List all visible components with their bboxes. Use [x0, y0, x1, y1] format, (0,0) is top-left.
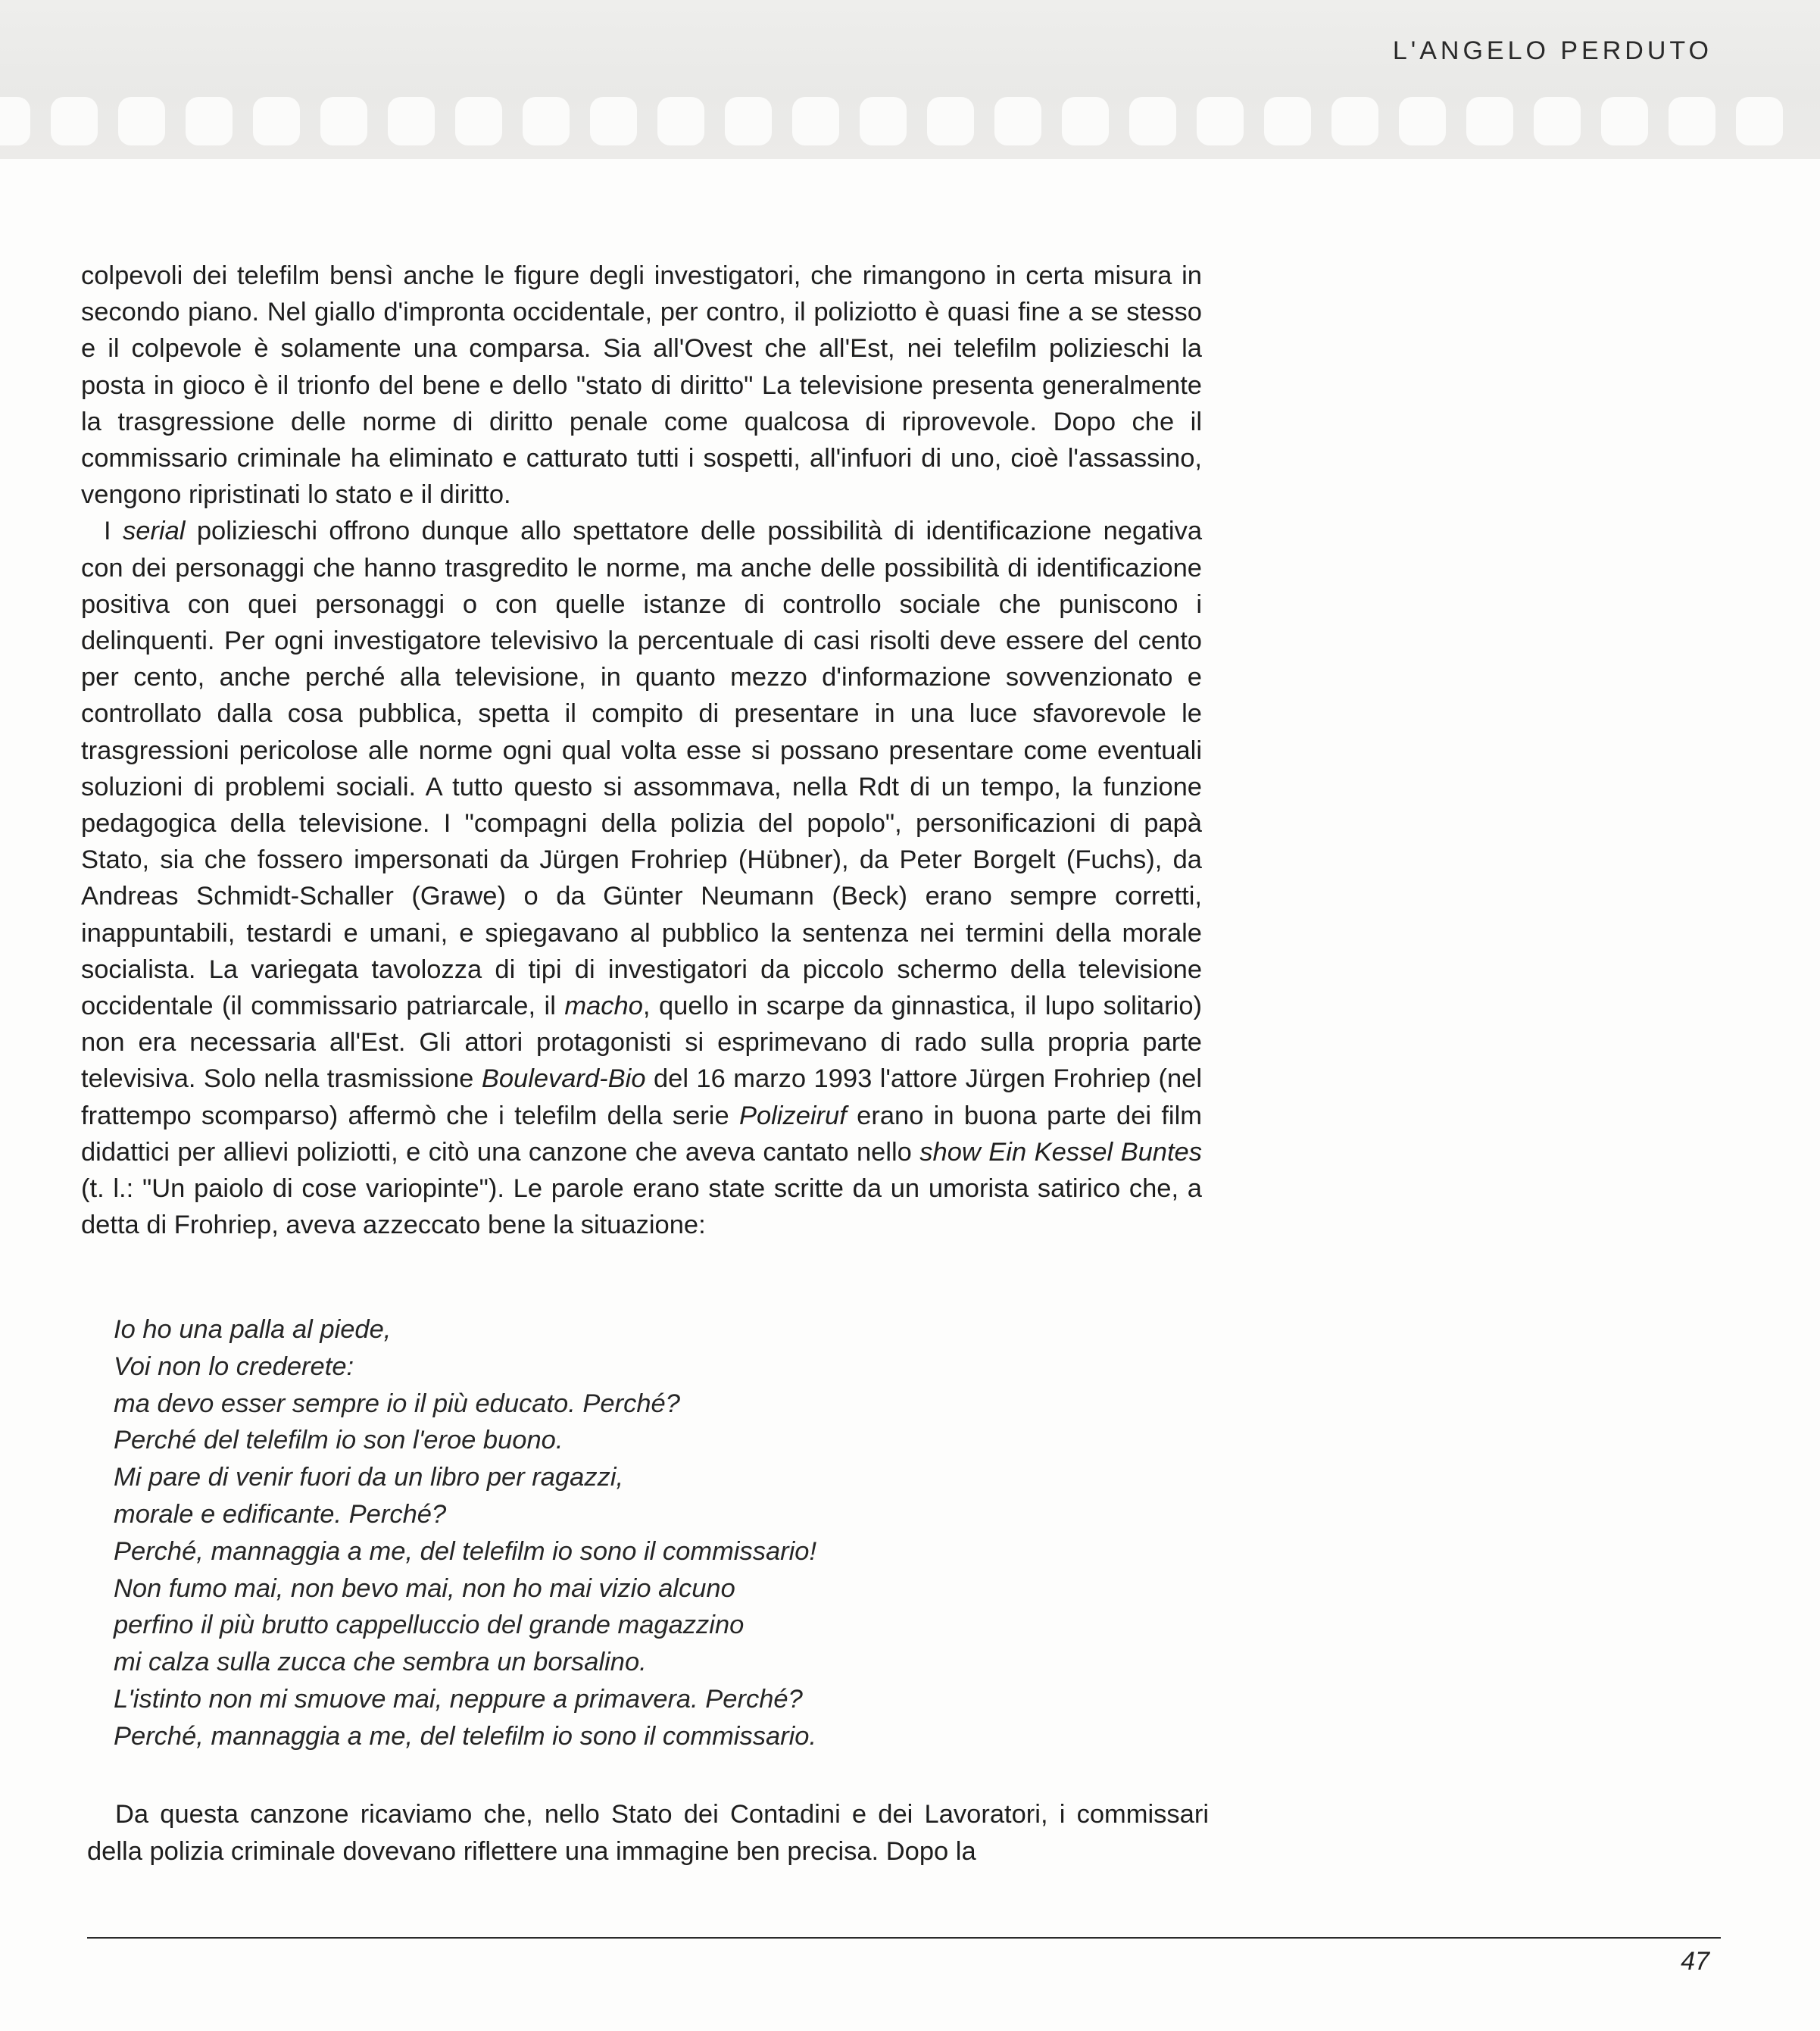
perforation-hole: [1601, 97, 1648, 145]
poem-line: perfino il più brutto cappelluccio del grande magazzino: [114, 1611, 745, 1640]
perforation-hole: [994, 97, 1041, 145]
perforation-hole: [1331, 97, 1378, 145]
running-title: L'ANGELO PERDUTO: [1392, 36, 1712, 65]
closing-paragraph: [87, 1796, 1209, 1870]
perforation-hole: [927, 97, 974, 145]
italic-run: Polizeiruf: [738, 1101, 847, 1130]
perforation-hole: [860, 97, 907, 145]
italic-run: show Ein Kessel Buntes: [919, 1137, 1202, 1167]
perforation-hole: [118, 97, 165, 145]
perforation-hole: [186, 97, 233, 145]
perforation-hole: [455, 97, 502, 145]
perforation-hole: [1534, 97, 1581, 145]
text-run: del 16 marzo 1993 l'attore Jürgen Frohriep (nel frattempo scomparso) affermò che i telefilm della serie: [81, 1064, 1202, 1130]
body-text: [81, 258, 1202, 1243]
poem-line: Perché del telefilm io son l'eroe buono.: [114, 1426, 563, 1455]
italic-run: Boulevard-Bio: [481, 1064, 646, 1094]
italic-run: macho: [564, 992, 643, 1021]
perforation-hole: [1129, 97, 1176, 145]
perforation-hole: [51, 97, 98, 145]
poem-line: Non fumo mai, non bevo mai, non ho mai vizio alcuno: [114, 1573, 735, 1603]
poem-line: Perché, mannaggia a me, del telefilm io sono il commissario.: [114, 1721, 817, 1751]
perforation-hole: [1466, 97, 1513, 145]
perforation-hole: [725, 97, 772, 145]
poem-line: Perché, mannaggia a me, del telefilm io sono il commissario!: [114, 1536, 817, 1566]
poem-line: L'istinto non mi smuove mai, neppure a primavera. Perché?: [114, 1684, 803, 1714]
perforation-hole: [590, 97, 637, 145]
film-perforation-strip: [0, 97, 1820, 152]
poem-line: Voi non lo crederete:: [114, 1351, 354, 1381]
closing-text: Da questa canzone ricaviamo che, nello Stato dei Contadini e dei Lavoratori, i commissari della polizia criminale dovevano riflettere una immagine ben precisa. Dopo la: [87, 1800, 1209, 1866]
perforation-hole: [0, 97, 30, 145]
perforation-hole: [1197, 97, 1244, 145]
perforation-hole: [320, 97, 367, 145]
text-run: I: [104, 517, 123, 546]
perforation-hole: [388, 97, 435, 145]
perforation-hole: [657, 97, 704, 145]
footer-rule: [87, 1937, 1721, 1939]
poem-line: Mi pare di venir fuori da un libro per ragazzi,: [114, 1463, 624, 1492]
perforation-hole: [1264, 97, 1311, 145]
perforation-hole: [1736, 97, 1783, 145]
text-run: (t. l.: "Un paiolo di cose variopinte"). Le parole erano state scritte da un umorista satirico che, a detta di Frohriep, aveva azzeccato bene la situazione:: [81, 1174, 1202, 1240]
perforation-hole: [523, 97, 570, 145]
poem-line: Io ho una palla al piede,: [114, 1315, 392, 1344]
text-run: , quello in scarpe da ginnastica, il lupo solitario) non era necessaria all'Est. Gli attori protagonisti si esprimevano di rado sulla propria parte televisiva. Solo nella trasmissione: [81, 992, 1203, 1094]
text-run: erano in buona parte dei film didattici per allievi poliziotti, e citò una canzone che aveva cantato nello: [81, 1101, 1203, 1167]
italic-run: serial: [123, 517, 186, 546]
perforation-hole: [1062, 97, 1109, 145]
perforation-hole: [1399, 97, 1446, 145]
song-lyrics: [114, 1311, 1098, 1755]
perforation-hole: [1669, 97, 1715, 145]
page-number: 47: [1681, 1947, 1709, 1976]
header-band: [0, 0, 1820, 159]
text-run: colpevoli dei telefilm bensì anche le figure degli investigatori, che rimangono in certa misura in secondo piano. Nel giallo d'impronta occidentale, per contro, il poliziotto è quasi fine a se stesso e il colpevole è solamente una comparsa. Sia all'Ovest che all'Est, nei telefilm polizieschi la posta in gioco è il trionfo del bene e dello "stato di diritto" La televisione presenta generalmente la trasgressione delle norme di diritto penale come qualcosa di riprovevole. Dopo che il commissario criminale ha eliminato e catturato tutti i sospetti, all'infuori di uno, cioè l'assassino, vengono ripristinati lo stato e il diritto.: [81, 261, 1202, 510]
paragraph-1: [81, 258, 1202, 513]
perforation-hole: [792, 97, 839, 145]
poem-line: ma devo esser sempre io il più educato. Perché?: [114, 1389, 680, 1418]
perforation-hole: [253, 97, 300, 145]
poem-line: mi calza sulla zucca che sembra un borsalino.: [114, 1648, 647, 1677]
poem-line: morale e edificante. Perché?: [114, 1499, 447, 1529]
paragraph-2: [81, 513, 1202, 1243]
text-run: polizieschi offrono dunque allo spettatore delle possibilità di identificazione negativa con dei personaggi che hanno trasgredito le norme, ma anche delle possibilità di identificazione positiva con quei personaggi o con quelle istanze di controllo sociale che puniscono i delinquenti. Per ogni investigatore televisivo la percentuale di casi risolti deve essere del cento per cento, anche perché alla televisione, in quanto mezzo d'informazione sovvenzionato e controllato dalla cosa pubblica, spetta il compito di presentare in una luce sfavorevole le trasgressioni pericolose alle norme ogni qual volta esse si possano presentare come eventuali soluzioni di problemi sociali. A tutto questo si assommava, nella Rdt di un tempo, la funzione pedagogica della televisione. I "compagni della polizia del popolo", personificazioni di papà Stato, sia che fossero impersonati da Jürgen Frohriep (Hübner), da Peter Borgelt (Fuchs), da Andreas Schmidt-Schaller (Grawe) o da Günter Neumann (Beck) erano sempre corretti, inappuntabili, testardi e umani, e spiegavano al pubblico la sentenza nei termini della morale socialista. La variegata tavolozza di tipi di investigatori da piccolo schermo della televisione occidentale (il commissario patriarcale, il: [81, 517, 1203, 1021]
